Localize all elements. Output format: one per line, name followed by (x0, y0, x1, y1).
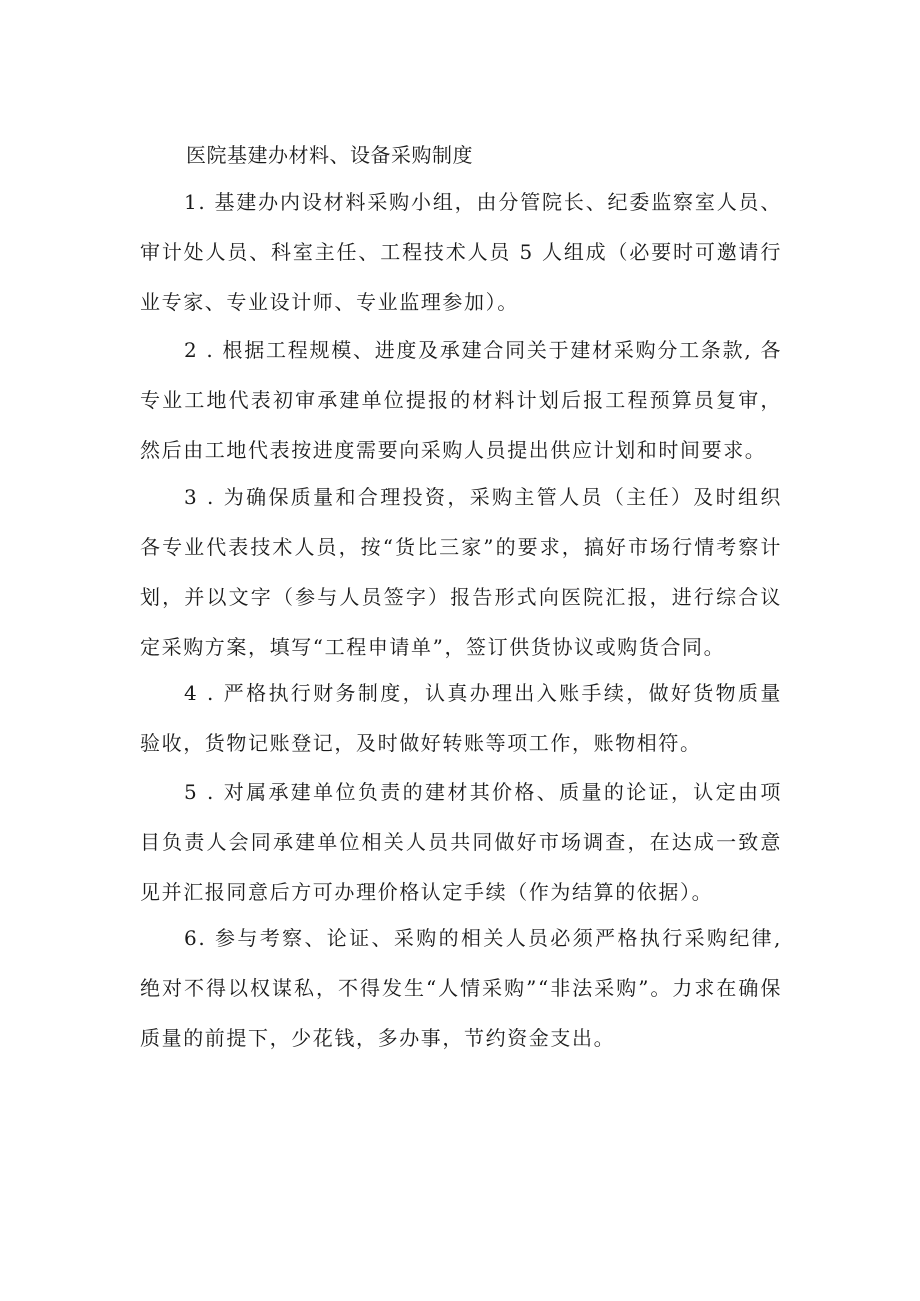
paragraph-1: 1. 基建办内设材料采购小组，由分管院长、纪委监察室人员、审计处人员、科室主任、工程技术人员 5 人组成（必要时可邀请行业专家、专业设计师、专业监理参加）。 (140, 190, 782, 314)
paragraph-3: 3 . 为确保质量和合理投资，采购主管人员（主任）及时组织各专业代表技术人员，按“货比三家”的要求，搞好市场行情考察计划，并以文字（参与人员签字）报告形式向医院汇报，进行综合议定采购方案，填写“工程申请单”，签订供货协议或购货合同。 (140, 485, 782, 659)
document-title: 医院基建办材料、设备采购制度 (186, 143, 473, 167)
paragraph-2: 2 . 根据工程规模、进度及承建合同关于建材采购分工条款, 各专业工地代表初审承建单位提报的材料计划后报工程预算员复审，然后由工地代表按进度需要向采购人员提出供应计划和时间要求。 (140, 338, 782, 462)
paragraph-4: 4 . 严格执行财务制度，认真办理出入账手续，做好货物质量验收，货物记账登记，及时做好转账等项工作，账物相符。 (140, 681, 782, 755)
paragraph-6: 6. 参与考察、论证、采购的相关人员必须严格执行采购纪律, 绝对不得以权谋私，不得发生“人情采购”“非法采购”。力求在确保质量的前提下，少花钱，多办事，节约资金支出。 (140, 926, 782, 1050)
paragraph-5: 5 . 对属承建单位负责的建材其价格、质量的论证，认定由项目负责人会同承建单位相关人员共同做好市场调查，在达成一致意见并汇报同意后方可办理价格认定手续（作为结算的依据）。 (140, 780, 782, 904)
